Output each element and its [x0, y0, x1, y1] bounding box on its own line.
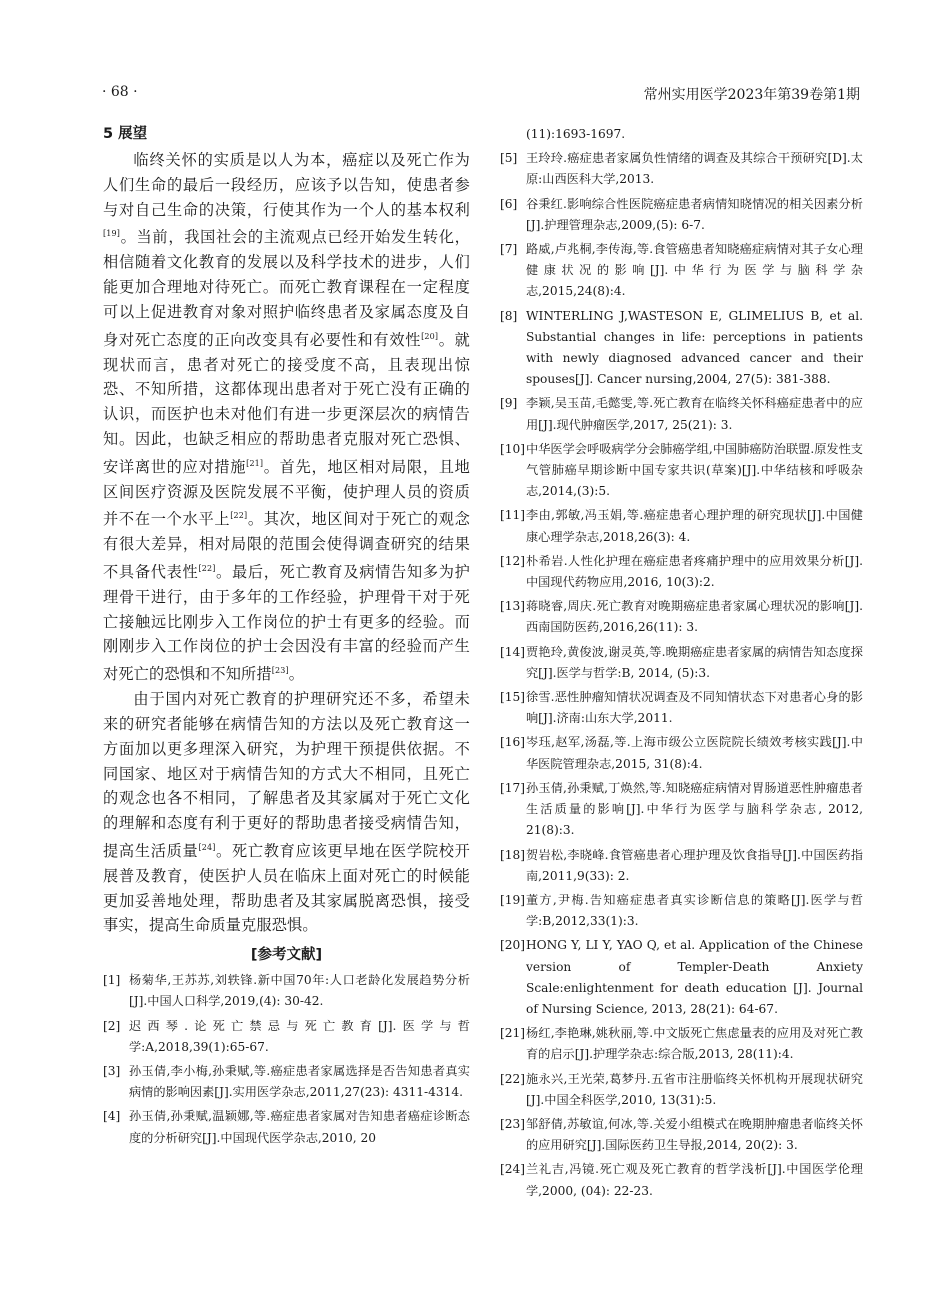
reference-text: 孙玉倩,孙秉赋,温颖娜,等.癌症患者家属对告知患者癌症诊断态度的分析研究[J].中国现代医学杂志,2010, 20 [129, 1109, 470, 1145]
citation-marker: [22] [198, 564, 216, 573]
body-paragraph-1 [103, 148, 470, 687]
reference-text: 路威,卢兆桐,李传海,等.食管癌患者知晓癌症病情对其子女心理健康状况的影响[J].中华行为医学与脑科学杂志,2015,24(8):4. [526, 242, 863, 299]
reference-number: [10] [500, 441, 526, 456]
reference-number: [3] [103, 1063, 121, 1078]
reference-item [500, 551, 863, 593]
reference-item [500, 596, 863, 638]
reference-number: [16] [500, 735, 526, 750]
reference-text: 贾艳玲,黄俊波,谢灵英,等.晚期癌症患者家属的病情告知态度探究[J].医学与哲学:B, 2014, (5):3. [526, 644, 863, 680]
reference-item [500, 1023, 863, 1065]
citation-marker: [21] [246, 458, 264, 468]
reference-item [500, 1069, 863, 1111]
reference-number: [15] [500, 690, 526, 705]
section-heading: 5 展望 [103, 126, 148, 142]
paragraph-text: 。 [288, 665, 305, 684]
reference-number: [8] [500, 308, 518, 323]
reference-item [103, 970, 470, 1012]
reference-number: [2] [103, 1018, 121, 1033]
paragraph-text: 。首先，地区相对局限，且地区间医疗资源及医院发展不平衡，使护理人员的资质并不在一个水平上 [103, 457, 470, 529]
running-header [0, 84, 950, 104]
reference-item [500, 935, 863, 1020]
reference-continuation: (11):1693-1697. [526, 127, 626, 141]
reference-item [500, 1114, 863, 1156]
citation-marker: [22] [230, 511, 248, 521]
reference-number: [19] [500, 892, 526, 907]
reference-number: [1] [103, 973, 121, 988]
reference-item [500, 439, 863, 503]
reference-item [103, 1061, 470, 1103]
reference-item [500, 505, 863, 547]
reference-text: 孙玉倩,李小梅,孙秉赋,等.癌症患者家属选择是否告知患者真实病情的影响因素[J].实用医学杂志,2011,27(23): 4311-4314. [129, 1063, 470, 1100]
paragraph-text: 。最后，死亡教育及病情告知多为护理骨干进行，由于多年的工作经验，护理骨干对于死亡接触远比刚步入工作岗位的护士有更多的经验。而刚刚步入工作岗位的护士会因没有丰富的经验而产生对死亡的恐惧和不知所措 [103, 563, 470, 684]
reference-item [500, 642, 863, 684]
reference-text: 施永兴,王光荣,葛梦丹.五省市注册临终关怀机构开展现状研究[J].中国全科医学,2010, 13(31):5. [526, 1071, 863, 1107]
body-paragraph-2 [103, 687, 470, 938]
reference-text: 董方,尹梅.告知癌症患者真实诊断信息的策略[J].医学与哲学:B,2012,33(1):3. [526, 892, 863, 929]
reference-item [500, 845, 863, 887]
reference-text: 杨红,李艳琳,姚秋丽,等.中文版死亡焦虑量表的应用及对死亡教育的启示[J].护理学杂志:综合版,2013, 28(11):4. [526, 1026, 863, 1062]
paragraph-text: 。死亡教育应该更早地在医学院校开展普及教育，使医护人员在临床上面对死亡的时候能更加妥善地处理，帮助患者及其家属脱离恐惧，接受事实，提高生命质量克服恐惧。 [103, 841, 470, 935]
reference-number: [20] [500, 938, 526, 953]
reference-item [500, 148, 863, 190]
reference-item [500, 393, 863, 435]
reference-item [500, 1159, 863, 1201]
reference-item [103, 1016, 470, 1058]
reference-text: 杨菊华,王苏苏,刘轶锋.新中国70年:人口老龄化发展趋势分析[J].中国人口科学,2019,(4): 30-42. [129, 973, 470, 1009]
reference-number: [23] [500, 1116, 526, 1131]
reference-text: 王玲玲.癌症患者家属负性情绪的调查及其综合干预研究[D].太原:山西医科大学,2013. [526, 151, 863, 187]
reference-number: [5] [500, 151, 518, 166]
reference-text: 朴希岩.人性化护理在癌症患者疼痛护理中的应用效果分析[J].中国现代药物应用,2016, 10(3):2. [526, 553, 863, 590]
reference-text: 徐雪.恶性肿瘤知情状况调查及不同知情状态下对患者心身的影响[J].济南:山东大学,2011. [526, 690, 863, 726]
reference-text: 谷秉红.影响综合性医院癌症患者病情知晓情况的相关因素分析[J].护理管理杂志,2009,(5): 6-7. [526, 196, 863, 232]
reference-number: [13] [500, 599, 526, 614]
page-number: · 68 · [102, 84, 138, 100]
reference-number: [11] [500, 508, 526, 523]
reference-text: 李由,郭敏,冯玉娟,等.癌症患者心理护理的研究现状[J].中国健康心理学杂志,2018,26(3): 4. [526, 508, 863, 544]
paragraph-text: 。当前，我国社会的主流观点已经开始发生转化，相信随着文化教育的发展以及科学技术的进步，人们能更加合理地对待死亡。而死亡教育课程在一定程度可以上促进教育对象对照护临终患者及家属态度及自身对死亡态度的正向改变具有必要性和有效性 [103, 228, 470, 349]
reference-item [500, 778, 863, 842]
citation-marker: [20] [421, 331, 439, 341]
paragraph-text: 由于国内对死亡教育的护理研究还不多，希望未来的研究者能够在病情告知的方法以及死亡教育这一方面加以更多理深入研究，为护理干预提供依据。不同国家、地区对于病情告知的方式大不相同，且死亡的观念也各不相同，了解患者及其家属对于死亡文化的理解和态度有利于更好的帮助患者接受病情告知，提高生活质量 [103, 690, 470, 860]
references-heading: [参考文献] [250, 947, 323, 964]
reference-number: [9] [500, 396, 518, 411]
reference-number: [22] [500, 1071, 526, 1086]
journal-title: 常州实用医学2023年第39卷第1期 [643, 87, 860, 103]
reference-number: [12] [500, 553, 526, 568]
reference-text: 邹舒倩,苏敏谊,何冰,等.关爱小组模式在晚期肿瘤患者临终关怀的应用研究[J].国际医药卫生导报,2014, 20(2): 3. [526, 1116, 863, 1153]
reference-number: [17] [500, 780, 526, 795]
reference-item [500, 890, 863, 932]
reference-text: 孙玉倩,孙秉赋,丁焕然,等.知晓癌症病情对胃肠道恶性肿瘤患者生活质量的影响[J].中华行为医学与脑科学杂志, 2012, 21(8):3. [526, 780, 863, 838]
reference-list-left [103, 970, 470, 1149]
reference-text: 岑珏,赵军,汤磊,等.上海市级公立医院院长绩效考核实践[J].中华医院管理杂志,2015, 31(8):4. [526, 735, 863, 771]
reference-item [500, 239, 863, 303]
reference-item [500, 687, 863, 729]
reference-item [500, 732, 863, 774]
reference-number: [21] [500, 1026, 526, 1041]
reference-number: [24] [500, 1162, 526, 1177]
reference-number: [4] [103, 1109, 121, 1124]
citation-marker: [19] [103, 229, 121, 239]
reference-text: 蒋晓睿,周庆.死亡教育对晚期癌症患者家属心理状况的影响[J].西南国防医药,2016,26(11): 3. [526, 599, 863, 635]
citation-marker: [23] [271, 666, 289, 676]
reference-text: 兰礼吉,冯镜.死亡观及死亡教育的哲学浅析[J].中国医学伦理学,2000, (04): 22-23. [526, 1162, 863, 1198]
reference-text: HONG Y, LI Y, YAO Q, et al. Application of the Chinese version of Templer-Death Anxiety Scale:enlightenment for death education [J]. Journal of Nursing Science, 2013, 28(21): 64-67. [526, 938, 863, 1016]
left-column [103, 124, 470, 1152]
reference-number: [7] [500, 242, 518, 257]
right-column [500, 124, 863, 1205]
reference-number: [14] [500, 644, 526, 659]
reference-item [500, 306, 863, 391]
paragraph-text: 。其次，地区间对于死亡的观念有很大差异，相对局限的范围会使得调查研究的结果不具备代表性 [103, 510, 470, 582]
reference-text: WINTERLING J,WASTESON E, GLIMELIUS B, et al. Substantial changes in life: perceptions in patients with newly diagnosed advanced cancer and their spouses[J]. Cancer nursing,2004, 27(5): 381-388. [526, 308, 863, 387]
paragraph-text: 临终关怀的实质是以人为本，癌症以及死亡作为人们生命的最后一段经历，应该予以告知，使患者参与对自己生命的决策，行使其作为一个人的基本权利 [103, 151, 470, 219]
reference-item [500, 194, 863, 236]
reference-text: 迟西琴.论死亡禁忌与死亡教育[J].医学与哲学:A,2018,39(1):65-67. [129, 1018, 470, 1054]
reference-text: 中华医学会呼吸病学分会肺癌学组,中国肺癌防治联盟.原发性支气管肺癌早期诊断中国专家共识(草案)[J].中华结核和呼吸杂志,2014,(3):5. [526, 441, 863, 499]
reference-number: [6] [500, 196, 518, 211]
reference-number: [18] [500, 847, 526, 862]
reference-text: 李颖,吴玉苗,毛懿雯,等.死亡教育在临终关怀科癌症患者中的应用[J].现代肿瘤医学,2017, 25(21): 3. [526, 396, 863, 432]
reference-text: 贺岩松,李晓峰.食管癌患者心理护理及饮食指导[J].中国医药指南,2011,9(33): 2. [526, 847, 863, 883]
citation-marker: [24] [198, 842, 216, 852]
reference-list-right [500, 148, 863, 1202]
reference-item [103, 1106, 470, 1148]
paragraph-text: 。就现状而言，患者对死亡的接受度不高，且表现出惊恐、不知所措，这都体现出患者对于死亡没有正确的认识，而医护也未对他们有进一步更深层次的病情告知。因此，也缺乏相应的帮助患者克服对死亡恐惧、安详离世的应对措施 [103, 330, 471, 476]
